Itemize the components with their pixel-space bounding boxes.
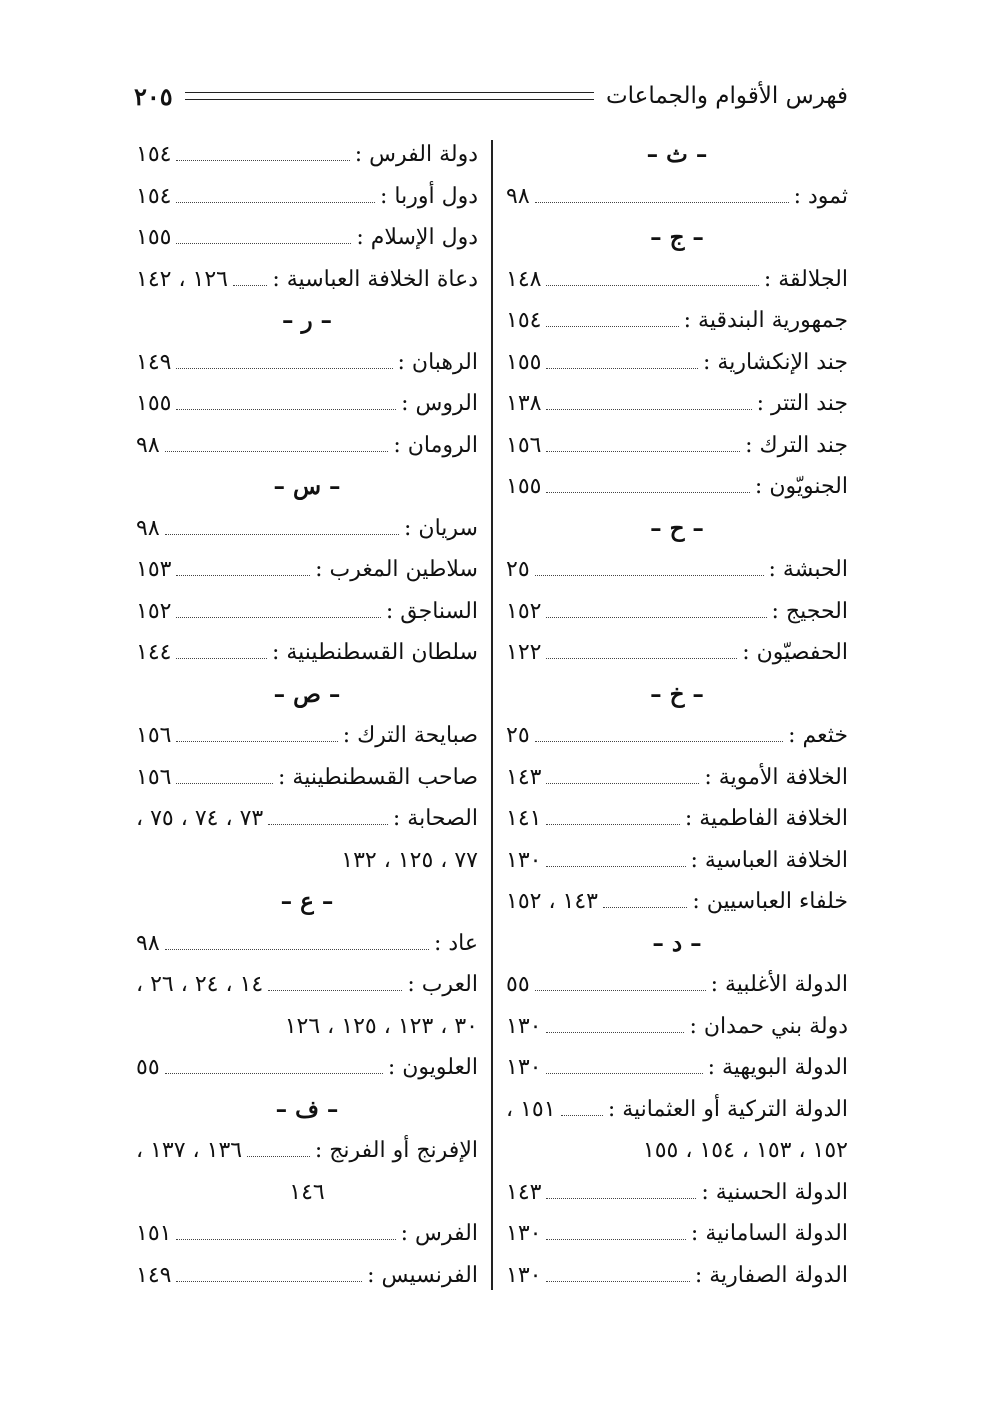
letter-heading: – ح – <box>650 514 704 542</box>
entry-pages: ١٣٨ <box>506 391 542 417</box>
letter-heading: – د – <box>652 929 702 957</box>
entry-name: الدولة السامانية : <box>690 1221 848 1247</box>
index-entry <box>136 715 478 757</box>
index-entry <box>506 383 848 425</box>
index-column-right <box>506 134 848 1296</box>
entry-pages: ١٥١ ، <box>506 1096 556 1122</box>
entry-pages: ٥٥ <box>136 1055 160 1081</box>
entry-name: سلطان القسطنطينية : <box>271 640 478 666</box>
entry-name: الإفرنج أو الفرنج : <box>314 1138 478 1164</box>
entry-pages: ١٣٠ <box>506 1013 542 1039</box>
index-entry <box>136 134 478 176</box>
entry-name: دولة بني حمدان : <box>689 1013 848 1039</box>
index-entry <box>136 176 478 218</box>
entry-pages: ١٥٥ <box>506 474 542 500</box>
index-entry <box>506 798 848 840</box>
entry-continuation: ٣٠ ، ١٢٣ ، ١٢٥ ، ١٢٦ <box>284 1013 478 1039</box>
entry-pages: ٩٨ <box>506 183 530 209</box>
dot-leader <box>546 1032 684 1033</box>
index-entry <box>506 549 848 591</box>
entry-pages: ١٥٤ <box>136 183 172 209</box>
letter-heading: – خ – <box>650 680 704 708</box>
entry-name: العرب : <box>407 972 478 998</box>
index-column-left <box>136 134 478 1296</box>
entry-name: العلويون : <box>387 1055 478 1081</box>
entry-pages: ١٥٦ <box>136 723 172 749</box>
entry-pages: ٩٨ <box>136 515 160 541</box>
dot-leader <box>176 202 375 203</box>
entry-name: الجنويّون : <box>754 474 848 500</box>
entry-name: الدولة الأغلبية : <box>710 972 848 998</box>
entry-name: الصحابة : <box>392 806 478 832</box>
entry-name: السناجق : <box>385 598 478 624</box>
dot-leader <box>176 783 273 784</box>
index-entry <box>506 881 848 923</box>
entry-name: الدولة الصفارية : <box>694 1262 848 1288</box>
dot-leader <box>546 1281 689 1282</box>
letter-heading: – ث – <box>646 141 708 169</box>
entry-pages: ١٤٣ <box>506 764 542 790</box>
dot-leader <box>546 451 740 452</box>
entry-name: الحفصيّون : <box>742 640 848 666</box>
entry-name: جند الإنكشارية : <box>703 349 848 375</box>
entry-name: دول أوربا : <box>380 183 478 209</box>
dot-leader <box>176 1281 362 1282</box>
column-divider <box>491 140 493 1290</box>
entry-pages: ١٣٦ ، ١٣٧ ، <box>136 1138 243 1164</box>
entry-pages: ١٥٥ <box>506 349 542 375</box>
dot-leader <box>176 160 349 161</box>
index-entry <box>136 259 478 301</box>
letter-heading: – ج – <box>650 224 704 252</box>
dot-leader <box>535 202 789 203</box>
index-entry <box>136 632 478 674</box>
index-entry <box>506 591 848 633</box>
entry-pages: ١٤٣ ، ١٥٢ <box>506 889 598 915</box>
index-entry <box>506 425 848 467</box>
index-entry <box>136 217 478 259</box>
dot-leader <box>546 492 749 493</box>
entry-pages: ١٢٦ ، ١٤٢ <box>136 266 228 292</box>
index-entry <box>136 757 478 799</box>
entry-name: جند الترك : <box>745 432 848 458</box>
entry-name: خلفاء العباسيين : <box>692 889 848 915</box>
dot-leader <box>233 285 267 286</box>
entry-name: الخلافة الفاطمية : <box>684 806 848 832</box>
dot-leader <box>546 866 685 867</box>
entry-pages: ١٤٤ <box>136 640 172 666</box>
dot-leader <box>165 949 429 950</box>
dot-leader <box>546 368 698 369</box>
entry-name: الحجيج : <box>771 598 848 624</box>
index-entry <box>506 840 848 882</box>
index-entry <box>136 1255 478 1297</box>
entry-pages: ١٥٤ <box>506 308 542 334</box>
entry-pages: ٢٥ <box>506 557 530 583</box>
index-entry <box>136 342 478 384</box>
entry-pages: ١٥٤ <box>136 142 172 168</box>
dot-leader <box>546 285 758 286</box>
entry-name: الخلافة العباسية : <box>690 847 848 873</box>
dot-leader <box>165 1073 383 1074</box>
dot-leader <box>561 1115 603 1116</box>
entry-continuation: ١٤٦ <box>289 1179 325 1205</box>
index-entry <box>506 342 848 384</box>
entry-pages: ١٥٣ <box>136 557 172 583</box>
entry-pages: ١٥١ <box>136 1221 172 1247</box>
dot-leader <box>546 1198 696 1199</box>
index-entry <box>136 798 478 840</box>
entry-name: عاد : <box>433 930 478 956</box>
dot-leader <box>546 783 699 784</box>
dot-leader <box>176 617 380 618</box>
entry-name: الدولة التركية أو العثمانية : <box>607 1096 848 1122</box>
dot-leader <box>603 907 687 908</box>
entry-pages: ١٣٠ <box>506 1262 542 1288</box>
entry-name: صبايحة الترك : <box>342 723 478 749</box>
dot-leader <box>176 409 396 410</box>
entry-pages: ١٤١ <box>506 806 542 832</box>
entry-name: الدولة الحسنية : <box>701 1179 848 1205</box>
entry-name: خثعم : <box>788 723 848 749</box>
entry-pages: ١٤٣ <box>506 1179 542 1205</box>
letter-heading: – ر – <box>281 307 333 335</box>
index-entry <box>506 259 848 301</box>
index-entry <box>506 300 848 342</box>
dot-leader <box>176 243 351 244</box>
dot-leader <box>546 1239 685 1240</box>
entry-pages: ١٥٢ <box>506 598 542 624</box>
index-entry <box>506 1089 848 1131</box>
page-number: ٢٠٥ <box>134 81 173 111</box>
entry-name: الجلالقة : <box>763 266 848 292</box>
entry-pages: ١٥٦ <box>136 764 172 790</box>
dot-leader <box>546 617 766 618</box>
index-entry <box>506 1006 848 1048</box>
index-entry <box>136 591 478 633</box>
entry-pages: ١٣٠ <box>506 847 542 873</box>
dot-leader <box>546 326 678 327</box>
dot-leader <box>176 658 267 659</box>
dot-leader <box>546 1073 702 1074</box>
entry-name: دول الإسلام : <box>356 225 478 251</box>
dot-leader <box>535 741 783 742</box>
dot-leader <box>176 575 310 576</box>
entry-name: الرهبان : <box>397 349 478 375</box>
index-entry <box>506 1172 848 1214</box>
entry-pages: ١٥٢ <box>136 598 172 624</box>
entry-name: الحبشة : <box>768 557 848 583</box>
entry-pages: ١٣٠ <box>506 1221 542 1247</box>
page-header <box>134 76 848 116</box>
index-entry <box>506 964 848 1006</box>
entry-pages: ١٤٩ <box>136 1262 172 1288</box>
dot-leader <box>268 824 388 825</box>
entry-name: سريان : <box>404 515 478 541</box>
entry-pages: ١٣٠ <box>506 1055 542 1081</box>
dot-leader <box>165 451 389 452</box>
entry-pages: ٥٥ <box>506 972 530 998</box>
dot-leader <box>247 1156 310 1157</box>
entry-name: الفرس : <box>400 1221 478 1247</box>
entry-continuation: ٧٧ ، ١٢٥ ، ١٣٢ <box>341 847 478 873</box>
header-double-rule <box>185 92 594 100</box>
entry-pages: ٢٥ <box>506 723 530 749</box>
index-entry <box>136 1047 478 1089</box>
index-entry <box>136 383 478 425</box>
entry-name: دعاة الخلافة العباسية : <box>272 266 478 292</box>
index-entry <box>136 549 478 591</box>
letter-heading: – ع – <box>280 888 334 916</box>
index-entry <box>506 757 848 799</box>
entry-pages: ١٥٥ <box>136 225 172 251</box>
entry-name: الروس : <box>401 391 478 417</box>
letter-heading: – س – <box>273 473 341 501</box>
dot-leader <box>176 741 337 742</box>
entry-name: الخلافة الأموية : <box>704 764 848 790</box>
letter-heading: – ف – <box>275 1095 339 1123</box>
index-entry <box>136 923 478 965</box>
dot-leader <box>535 990 706 991</box>
entry-pages: ١٥٥ <box>136 391 172 417</box>
entry-pages: ٧٣ ، ٧٤ ، ٧٥ ، <box>136 806 264 832</box>
index-entry <box>136 425 478 467</box>
dot-leader <box>176 368 392 369</box>
index-entry <box>506 632 848 674</box>
index-entry <box>506 1255 848 1297</box>
entry-name: الرومان : <box>393 432 478 458</box>
index-entry <box>136 1213 478 1255</box>
index-entry <box>506 176 848 218</box>
dot-leader <box>165 534 399 535</box>
entry-name: ثمود : <box>793 183 848 209</box>
entry-name: جمهورية البندقية : <box>683 308 848 334</box>
index-entry <box>506 1213 848 1255</box>
entry-name: الدولة البويهية : <box>707 1055 848 1081</box>
dot-leader <box>546 658 737 659</box>
index-entry <box>506 1047 848 1089</box>
running-title: فهرس الأقوام والجماعات <box>605 83 848 109</box>
dot-leader <box>535 575 764 576</box>
entry-pages: ١٥٦ <box>506 432 542 458</box>
entry-pages: ١٢٢ <box>506 640 542 666</box>
dot-leader <box>546 824 679 825</box>
letter-heading: – ص – <box>273 680 341 708</box>
entry-name: دولة الفرس : <box>354 142 478 168</box>
entry-pages: ١٤ ، ٢٤ ، ٢٦ ، <box>136 972 264 998</box>
entry-pages: ٩٨ <box>136 432 160 458</box>
entry-continuation: ١٥٢ ، ١٥٣ ، ١٥٤ ، ١٥٥ <box>642 1138 848 1164</box>
dot-leader <box>176 1239 395 1240</box>
entry-name: صاحب القسطنطينية : <box>278 764 478 790</box>
entry-pages: ١٤٩ <box>136 349 172 375</box>
entry-name: الفرنسيس : <box>367 1262 478 1288</box>
index-entry <box>136 508 478 550</box>
index-entry <box>506 715 848 757</box>
entry-pages: ١٤٨ <box>506 266 542 292</box>
entry-name: سلاطين المغرب : <box>315 557 478 583</box>
index-entry <box>136 1130 478 1172</box>
dot-leader <box>546 409 751 410</box>
dot-leader <box>268 990 402 991</box>
index-entry <box>136 964 478 1006</box>
entry-name: جند التتر : <box>756 391 848 417</box>
index-entry <box>506 466 848 508</box>
entry-pages: ٩٨ <box>136 930 160 956</box>
